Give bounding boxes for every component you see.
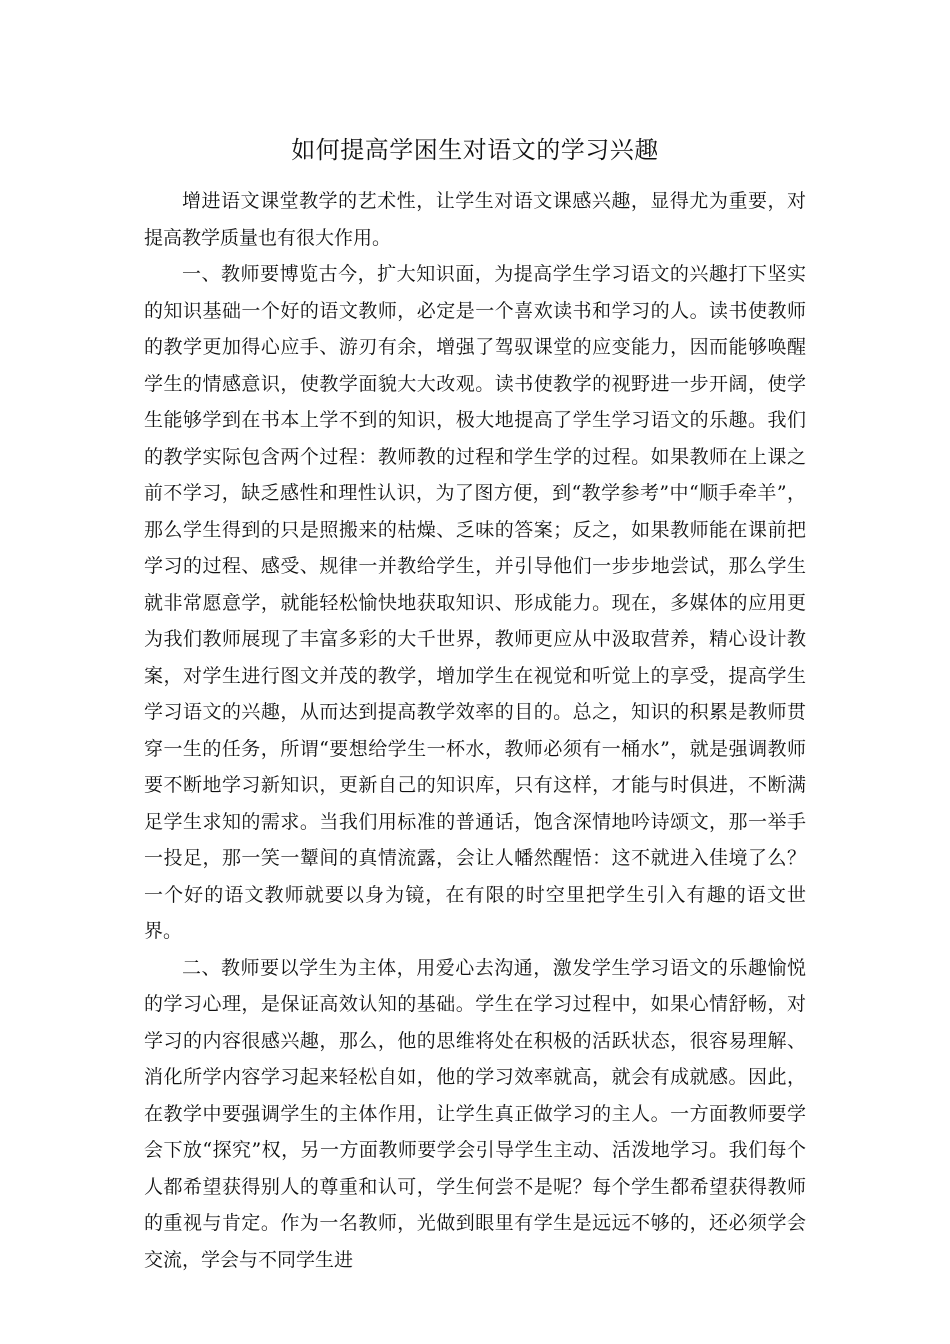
paragraph-intro: 增进语文课堂教学的艺术性，让学生对语文课感兴趣，显得尤为重要，对提高教学质量也有很大作用。	[144, 190, 806, 249]
paragraph-section-two: 二、教师要以学生为主体，用爱心去沟通，激发学生学习语文的乐趣愉悦的学习心理，是保证高效认知的基础。学生在学习过程中，如果心情舒畅，对学习的内容很感兴趣，那么，他的思维将处在积极的活跃状态，很容易理解、消化所学内容学习起来轻松自如，他的学习效率就高，就会有成就感。因此，在教学中要强调学生的主体作用，让学生真正做学习的主人。一方面教师要学会下放“探究”权，另一方面教师要学会引导学生主动、活泼地学习。我们每个人都希望获得别人的尊重和认可，学生何尝不是呢？每个学生都希望获得教师的重视与肯定。作为一名教师，光做到眼里有学生是远远不够的，还必须学会交流，学会与不同学生进	[144, 956, 806, 1271]
paragraph-section-one: 一、教师要博览古今，扩大知识面，为提高学生学习语文的兴趣打下坚实的知识基础一个好的语文教师，必定是一个喜欢读书和学习的人。读书使教师的教学更加得心应手、游刃有余，增强了驾驭课堂的应变能力，因而能够唤醒学生的情感意识，使教学面貌大大改观。读书使教学的视野进一步开阔，使学生能够学到在书本上学不到的知识，极大地提高了学生学习语文的乐趣。我们的教学实际包含两个过程：教师教的过程和学生学的过程。如果教师在上课之前不学习，缺乏感性和理性认识，为了图方便，到“教学参考”中“顺手牵羊”，那么学生得到的只是照搬来的枯燥、乏味的答案；反之，如果教师能在课前把学习的过程、感受、规律一并教给学生，并引导他们一步步地尝试，那么学生就非常愿意学，就能轻松愉快地获取知识、形成能力。现在，多媒体的应用更为我们教师展现了丰富多彩的大千世界，教师更应从中汲取营养，精心设计教案，对学生进行图文并茂的教学，增加学生在视觉和听觉上的享受，提高学生学习语文的兴趣，从而达到提高教学效率的目的。总之，知识的积累是教师贯穿一生的任务，所谓“要想给学生一杯水，教师必须有一桶水”，就是强调教师要不断地学习新知识，更新自己的知识库，只有这样，才能与时俱进，不断满足学生求知的需求。当我们用标准的普通话，饱含深情地吟诗颂文，那一举手一投足，那一笑一颦间的真情流露，会让人幡然醒悟：这不就进入佳境了么？一个好的语文教师就要以身为镜，在有限的时空里把学生引入有趣的语文世界。	[144, 263, 806, 942]
document-title: 如何提高学困生对语文的学习兴趣	[291, 136, 659, 164]
document-body	[144, 183, 806, 1278]
